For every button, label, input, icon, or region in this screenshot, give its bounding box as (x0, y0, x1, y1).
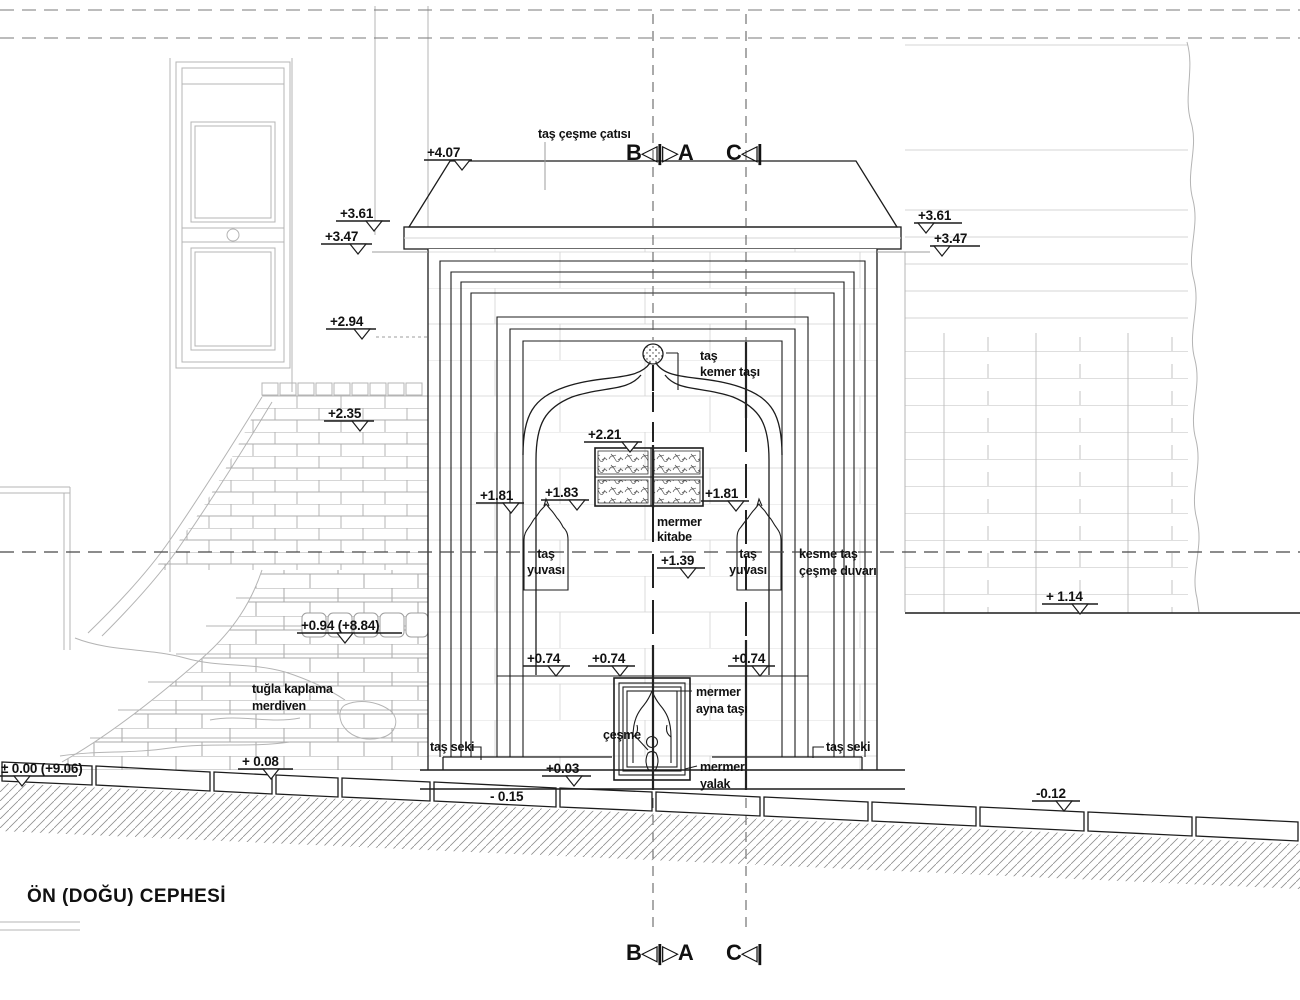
svg-text:+1.39: +1.39 (661, 553, 695, 568)
svg-text:+2.35: +2.35 (328, 406, 362, 421)
label-yuvasi-right-2: yuvası (729, 563, 767, 577)
label-ayna-2: ayna taşı (696, 702, 748, 716)
label-seki-right: taş seki (826, 740, 871, 754)
label-kitabe-2: kitabe (657, 530, 692, 544)
label-yalak-2: yalak (700, 777, 731, 791)
svg-text:- 0.15: - 0.15 (490, 789, 524, 804)
elevation-marker-pavement-right (1032, 786, 1080, 811)
level-triangle-icon (366, 221, 382, 231)
ground (0, 762, 1300, 889)
background-right-wall (905, 42, 1300, 613)
level-triangle-icon (350, 244, 366, 254)
svg-text:+2.94: +2.94 (330, 314, 364, 329)
svg-text:+0.03: +0.03 (546, 761, 580, 776)
arch-finial-ornament (643, 344, 663, 364)
svg-text:+0.94 (+8.84): +0.94 (+8.84) (301, 618, 380, 633)
brick-wall (150, 396, 428, 570)
background-window (176, 62, 290, 368)
level-triangle-icon (1056, 801, 1072, 811)
elevation-marker-eave-upper-right (914, 208, 962, 233)
label-roof: taş çeşme çatısı (538, 127, 631, 141)
svg-text:+3.61: +3.61 (918, 208, 952, 223)
svg-text:+0.74: +0.74 (732, 651, 766, 666)
svg-text:+2.21: +2.21 (588, 427, 622, 442)
svg-text:+1.81: +1.81 (480, 488, 514, 503)
kitabe-panel (598, 451, 648, 474)
reference-lines-top (0, 10, 1300, 38)
label-yalak-1: mermer (700, 760, 745, 774)
kitabe-panel (598, 480, 648, 503)
label-merdiven-2: merdiven (252, 699, 306, 713)
fountain-structure (404, 161, 905, 789)
elevation-marker-pavement-mid (490, 789, 524, 804)
section-marker-c-top: C◁| (726, 140, 762, 165)
elevation-marker-ridge (424, 145, 472, 170)
label-seki-left: taş seki (430, 740, 475, 754)
svg-text:+3.47: +3.47 (325, 229, 359, 244)
kitabe-panel (654, 451, 700, 474)
label-kemer-1: taş (700, 349, 718, 363)
label-kemer-2: kemer taşı (700, 365, 760, 379)
elevation-marker-eave-lower-right (877, 231, 980, 256)
level-triangle-icon (566, 776, 582, 786)
svg-text:+ 0.08: + 0.08 (242, 754, 279, 769)
elevation-marker-eave-upper-left (336, 206, 390, 231)
ground-hatch (0, 783, 1300, 889)
section-marker-c-bottom: C◁| (726, 940, 762, 965)
label-duvar-2: çeşme duvarı (799, 564, 877, 578)
kitabe-panel (654, 480, 700, 503)
label-duvar-1: kesme taş (799, 547, 858, 561)
brick-stairs (60, 570, 428, 772)
section-marker-ba-top: B◁|▷A (626, 140, 693, 165)
svg-text:-0.12: -0.12 (1036, 786, 1066, 801)
label-ayna-1: mermer (696, 685, 741, 699)
label-yuvasi-left-1: taş (537, 547, 555, 561)
svg-text:+1.81: +1.81 (705, 486, 739, 501)
wall-coping (262, 383, 428, 396)
level-triangle-icon (454, 160, 470, 170)
svg-text:+3.47: +3.47 (934, 231, 968, 246)
elevation-marker-frame-top (326, 314, 428, 339)
label-cesme: çeşme (603, 728, 641, 742)
level-triangle-icon (918, 223, 934, 233)
level-triangle-icon (354, 329, 370, 339)
svg-text:± 0.00 (+9.06): ± 0.00 (+9.06) (1, 761, 83, 776)
svg-text:+0.74: +0.74 (592, 651, 626, 666)
svg-text:+4.07: +4.07 (427, 145, 461, 160)
level-triangle-icon (934, 246, 950, 256)
svg-text:+0.74: +0.74 (527, 651, 561, 666)
svg-text:+ 1.14: + 1.14 (1046, 589, 1083, 604)
page-title: ÖN (DOĞU) CEPHESİ (27, 886, 226, 907)
svg-text:+3.61: +3.61 (340, 206, 374, 221)
label-yuvasi-left-2: yuvası (527, 563, 565, 577)
svg-text:+1.83: +1.83 (545, 485, 579, 500)
section-marker-ba-bottom: B◁|▷A (626, 940, 693, 965)
label-yuvasi-right-1: taş (739, 547, 757, 561)
label-merdiven-1: tuğla kaplama (252, 682, 333, 696)
label-kitabe-1: mermer (657, 515, 702, 529)
